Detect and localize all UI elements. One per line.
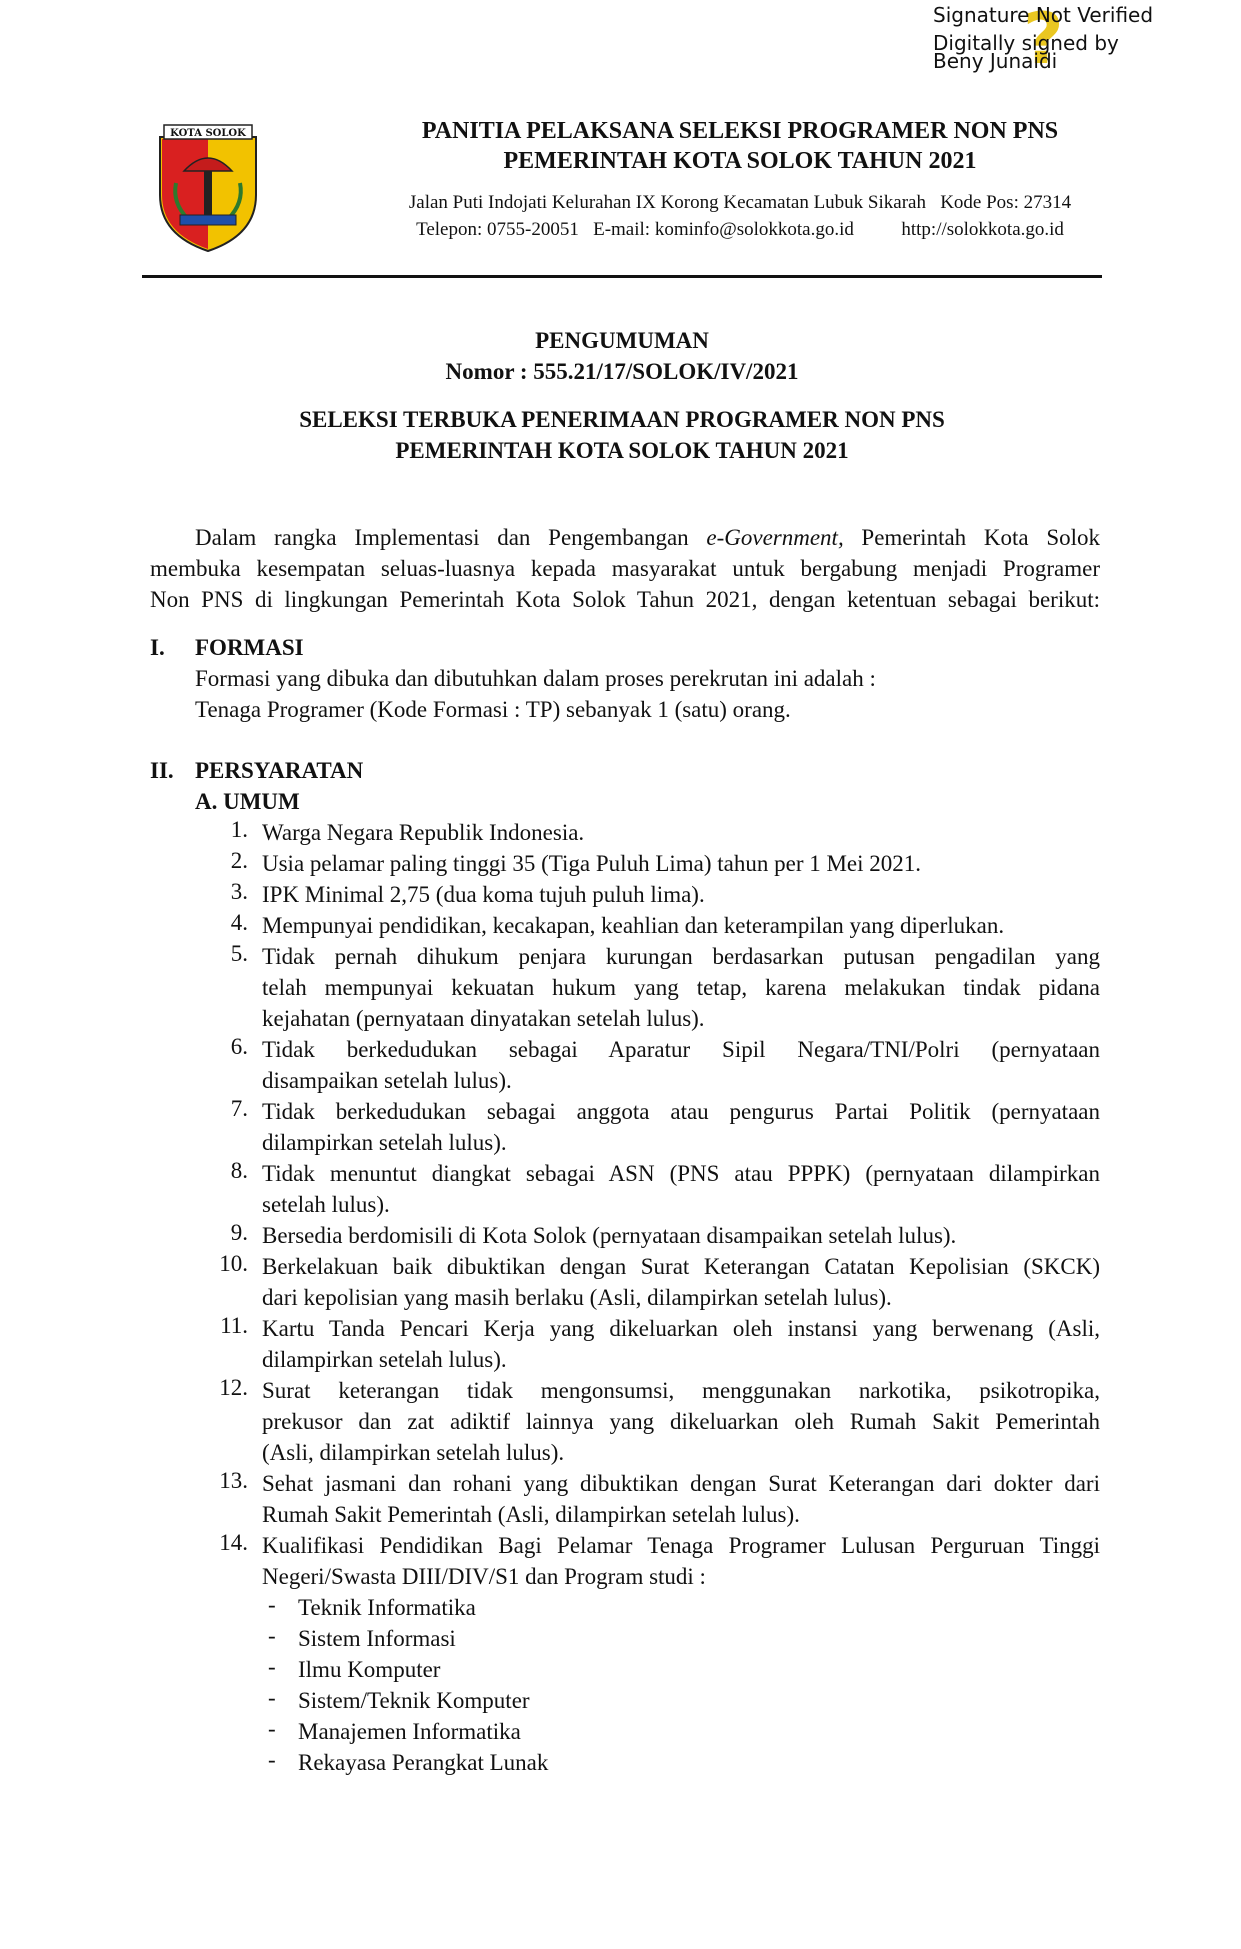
- requirement-number: 12.: [219, 1375, 248, 1400]
- requirement-text: prekusor dan zat adiktif lainnya yang dikeluarkan oleh Rumah Sakit Pemerintah: [262, 1409, 1100, 1434]
- signature-stamp: [933, 0, 1233, 84]
- requirement-text: Kualifikasi Pendidikan Bagi Pelamar Tenaga Programer Lulusan Perguruan Tinggi: [262, 1533, 1100, 1558]
- requirement-text: Tidak berkedudukan sebagai anggota atau pengurus Partai Politik (pernyataan: [262, 1099, 1100, 1124]
- requirement-text: Usia pelamar paling tinggi 35 (Tiga Puluh Lima) tahun per 1 Mei 2021.: [262, 851, 922, 876]
- program-bullet: -: [268, 1685, 276, 1710]
- requirement-text: (Asli, dilampirkan setelah lulus).: [262, 1440, 565, 1465]
- requirement-number: 3.: [230, 879, 248, 904]
- study-program-item: Sistem Informasi: [298, 1626, 456, 1651]
- requirement-number: 11.: [220, 1313, 248, 1338]
- signature-status: Signature Not Verified: [933, 3, 1154, 27]
- letterhead-contact: Telepon: 0755-20051 E-mail: kominfo@solokkota.go.id http://solokkota.go.id: [416, 219, 1064, 240]
- requirement-text: IPK Minimal 2,75 (dua koma tujuh puluh lima).: [262, 882, 705, 907]
- requirement-number: 4.: [230, 910, 248, 935]
- requirement-number: 9.: [230, 1220, 248, 1245]
- study-program-item: Manajemen Informatika: [298, 1719, 521, 1744]
- requirement-text: kejahatan (pernyataan dinyatakan setelah lulus).: [262, 1006, 705, 1031]
- requirement-number: 14.: [219, 1530, 248, 1555]
- letterhead-address: Jalan Puti Indojati Kelurahan IX Korong Kecamatan Lubuk Sikarah Kode Pos: 27314: [408, 192, 1072, 213]
- letterhead-title-1: PANITIA PELAKSANA SELEKSI PROGRAMER NON PNS: [421, 118, 1059, 144]
- announcement-number: Nomor : 555.21/17/SOLOK/IV/2021: [445, 359, 799, 384]
- requirement-text: Mempunyai pendidikan, kecakapan, keahlian dan keterampilan yang diperlukan.: [262, 913, 1005, 938]
- requirement-text: Kartu Tanda Pencari Kerja yang dikeluarkan oleh instansi yang berwenang (Asli,: [262, 1316, 1100, 1341]
- study-program-item: Ilmu Komputer: [298, 1657, 441, 1682]
- signature-signed-by: Digitally signed by: [933, 31, 1119, 55]
- requirement-text: dari kepolisian yang masih berlaku (Asli, dilampirkan setelah lulus).: [262, 1285, 892, 1310]
- section-1-title: FORMASI: [195, 635, 304, 660]
- requirement-number: 10.: [219, 1251, 248, 1276]
- intro-line-3: Non PNS di lingkungan Pemerintah Kota Solok Tahun 2021, dengan ketentuan sebagai berikut:: [150, 587, 1100, 612]
- program-bullet: -: [268, 1623, 276, 1648]
- requirement-text: disampaikan setelah lulus).: [262, 1068, 512, 1093]
- requirement-text: Negeri/Swasta DIII/DIV/S1 dan Program studi :: [262, 1564, 706, 1589]
- requirement-text: Bersedia berdomisili di Kota Solok (pernyataan disampaikan setelah lulus).: [262, 1223, 957, 1248]
- section-1-line-1: Formasi yang dibuka dan dibutuhkan dalam proses perekrutan ini adalah :: [195, 666, 876, 691]
- requirement-number: 1.: [230, 817, 248, 842]
- requirement-text: Berkelakuan baik dibuktikan dengan Surat Keterangan Catatan Kepolisian (SKCK): [262, 1254, 1100, 1279]
- section-2-subtitle: A. UMUM: [195, 789, 300, 814]
- announcement-heading: PENGUMUMAN: [535, 328, 709, 353]
- egov-term: e-Government,: [706, 525, 844, 550]
- requirement-text: setelah lulus).: [262, 1192, 390, 1217]
- study-program-item: Sistem/Teknik Komputer: [298, 1688, 530, 1713]
- letterhead-divider: [142, 275, 1102, 278]
- requirement-number: 7.: [230, 1096, 248, 1121]
- section-1-number: I.: [150, 635, 165, 660]
- requirement-text: telah mempunyai kekuatan hukum yang tetap, karena melakukan tindak pidana: [262, 975, 1100, 1000]
- requirement-number: 6.: [230, 1034, 248, 1059]
- kota-solok-emblem-icon: [154, 123, 262, 253]
- requirement-number: 5.: [230, 941, 248, 966]
- requirement-text: Tidak menuntut diangkat sebagai ASN (PNS atau PPPK) (pernyataan dilampirkan: [262, 1161, 1100, 1186]
- requirement-text: dilampirkan setelah lulus).: [262, 1347, 507, 1372]
- requirement-text: Sehat jasmani dan rohani yang dibuktikan dengan Surat Keterangan dari dokter dari: [262, 1471, 1100, 1496]
- section-1-line-2: Tenaga Programer (Kode Formasi : TP) sebanyak 1 (satu) orang.: [195, 697, 791, 722]
- section-2-title: PERSYARATAN: [195, 758, 364, 783]
- requirement-text: Surat keterangan tidak mengonsumsi, menggunakan narkotika, psikotropika,: [262, 1378, 1100, 1403]
- requirement-text: Tidak berkedudukan sebagai Aparatur Sipil Negara/TNI/Polri (pernyataan: [262, 1037, 1100, 1062]
- requirement-text: Rumah Sakit Pemerintah (Asli, dilampirkan setelah lulus).: [262, 1502, 800, 1527]
- signature-signer: Beny Junaidi: [933, 49, 1058, 73]
- study-program-item: Rekayasa Perangkat Lunak: [298, 1750, 549, 1775]
- announcement-subject-2: PEMERINTAH KOTA SOLOK TAHUN 2021: [395, 438, 849, 463]
- requirement-text: Tidak pernah dihukum penjara kurungan berdasarkan putusan pengadilan yang: [262, 944, 1100, 969]
- logo-text: KOTA SOLOK: [170, 128, 246, 139]
- requirement-text: Warga Negara Republik Indonesia.: [262, 820, 585, 845]
- section-2-number: II.: [150, 758, 174, 783]
- program-bullet: -: [268, 1747, 276, 1772]
- requirement-number: 8.: [230, 1158, 248, 1183]
- program-bullet: -: [268, 1592, 276, 1617]
- intro-line-2: membuka kesempatan seluas-luasnya kepada masyarakat untuk bergabung menjadi Programer: [150, 556, 1100, 581]
- study-program-item: Teknik Informatika: [298, 1595, 476, 1620]
- intro-line-1: Dalam rangka Implementasi dan Pengembangan e-Government, Pemerintah Kota Solok: [195, 525, 1100, 550]
- requirement-number: 13.: [219, 1468, 248, 1493]
- unverified-question-icon: ?: [1023, 0, 1064, 80]
- program-bullet: -: [268, 1654, 276, 1679]
- requirement-number: 2.: [230, 848, 248, 873]
- requirement-text: dilampirkan setelah lulus).: [262, 1130, 507, 1155]
- letterhead-title-2: PEMERINTAH KOTA SOLOK TAHUN 2021: [503, 148, 977, 174]
- program-bullet: -: [268, 1716, 276, 1741]
- announcement-subject-1: SELEKSI TERBUKA PENERIMAAN PROGRAMER NON PNS: [299, 407, 945, 432]
